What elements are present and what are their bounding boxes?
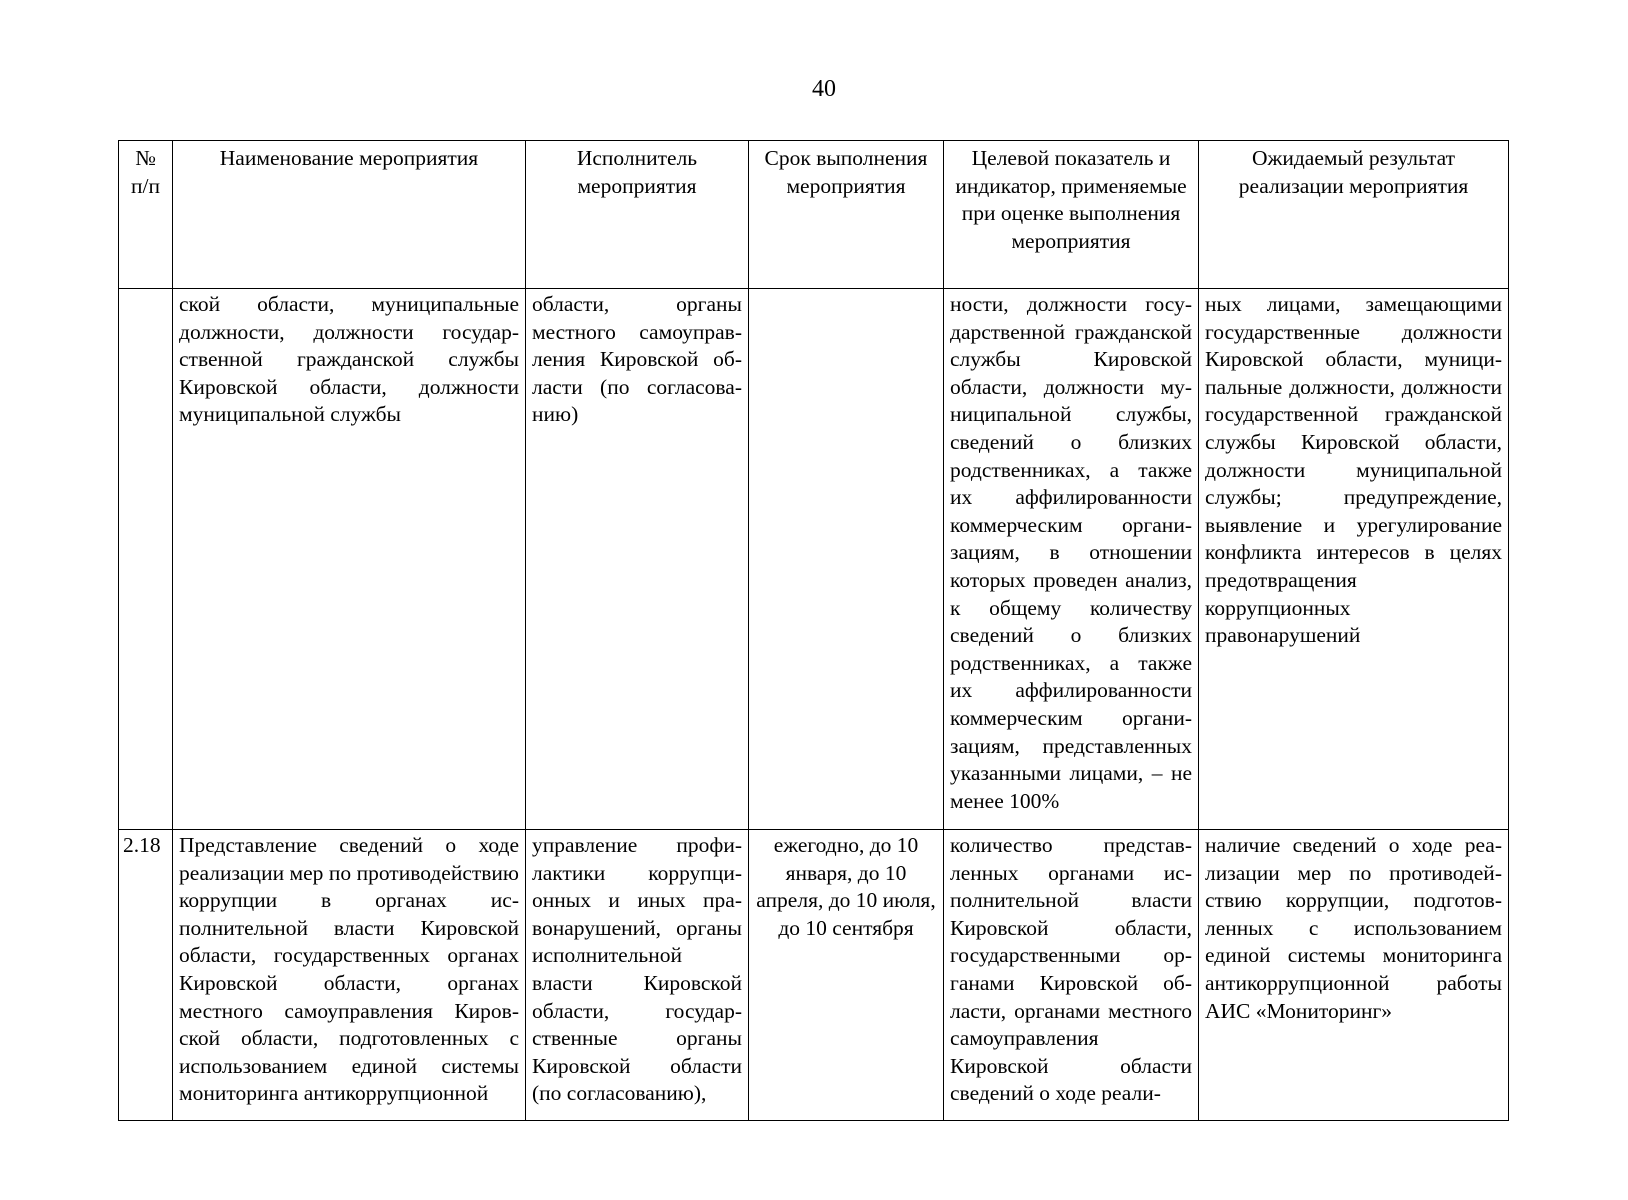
header-deadline: Срок выполнения мероприятия [749, 141, 944, 289]
cell-indicator: ности, должности государственной гражданской службы Кировской области, должности муниципальной службы, сведений о близких родственниках, а также их аффилированности коммерческим организациям, в отношении которых проведен анализ, к общему количеству сведений о близких родственниках, а также их аффилированности коммерческим организациям, представленных указанными лицами, – не менее 100% [944, 289, 1199, 830]
table-header-row [119, 141, 1509, 289]
header-executor: Исполнитель мероприятия [526, 141, 749, 289]
header-result: Ожидаемый результат реализации мероприятия [1199, 141, 1509, 289]
cell-num: 2.18 [119, 830, 173, 1121]
cell-executor: области, органы местного самоуправления Кировской области (по согласованию) [526, 289, 749, 830]
table-row [119, 830, 1509, 1121]
cell-name: Представление сведений о ходе реализации мер по противодействию коррупции в органах исполнительной власти Кировской области, государственных органах Кировской области, органах местного самоуправления Кировской области, подготовленных с использованием единой системы мониторинга антикоррупционной [173, 830, 526, 1121]
cell-result: наличие сведений о ходе реализации мер по противодействию коррупции, подготовленных с использованием единой системы мониторинга антикоррупционной работы АИС «Мониторинг» [1199, 830, 1509, 1121]
cell-deadline: ежегодно, до 10 января, до 10 апреля, до 10 июля, до 10 сентября [749, 830, 944, 1121]
activities-table [118, 140, 1509, 1121]
cell-result: ных лицами, замещающими государственные должности Кировской области, муниципальные должности, должности государственной гражданской службы Кировской области, должности муниципальной службы; предупреждение, выявление и урегулирование конфликта интересов в целях предотвращения коррупционных правонарушений [1199, 289, 1509, 830]
table-row [119, 289, 1509, 830]
header-num: № п/п [119, 141, 173, 289]
header-name: Наименование мероприятия [173, 141, 526, 289]
page-number: 40 [812, 76, 836, 102]
cell-executor: управление профилактики коррупционных и иных правонарушений, органы исполнительной власти Кировской области, государственные органы Кировской области (по согласованию), [526, 830, 749, 1121]
header-indicator: Целевой показатель и индикатор, применяемые при оценке выполнения мероприятия [944, 141, 1199, 289]
cell-deadline [749, 289, 944, 830]
cell-num [119, 289, 173, 830]
cell-indicator: количество представленных органами исполнительной власти Кировской области, государственными органами Кировской области, органами местного самоуправления Кировской области сведений о ходе реали- [944, 830, 1199, 1121]
cell-name: ской области, муниципальные должности, должности государственной гражданской службы Кировской области, должности муниципальной службы [173, 289, 526, 830]
